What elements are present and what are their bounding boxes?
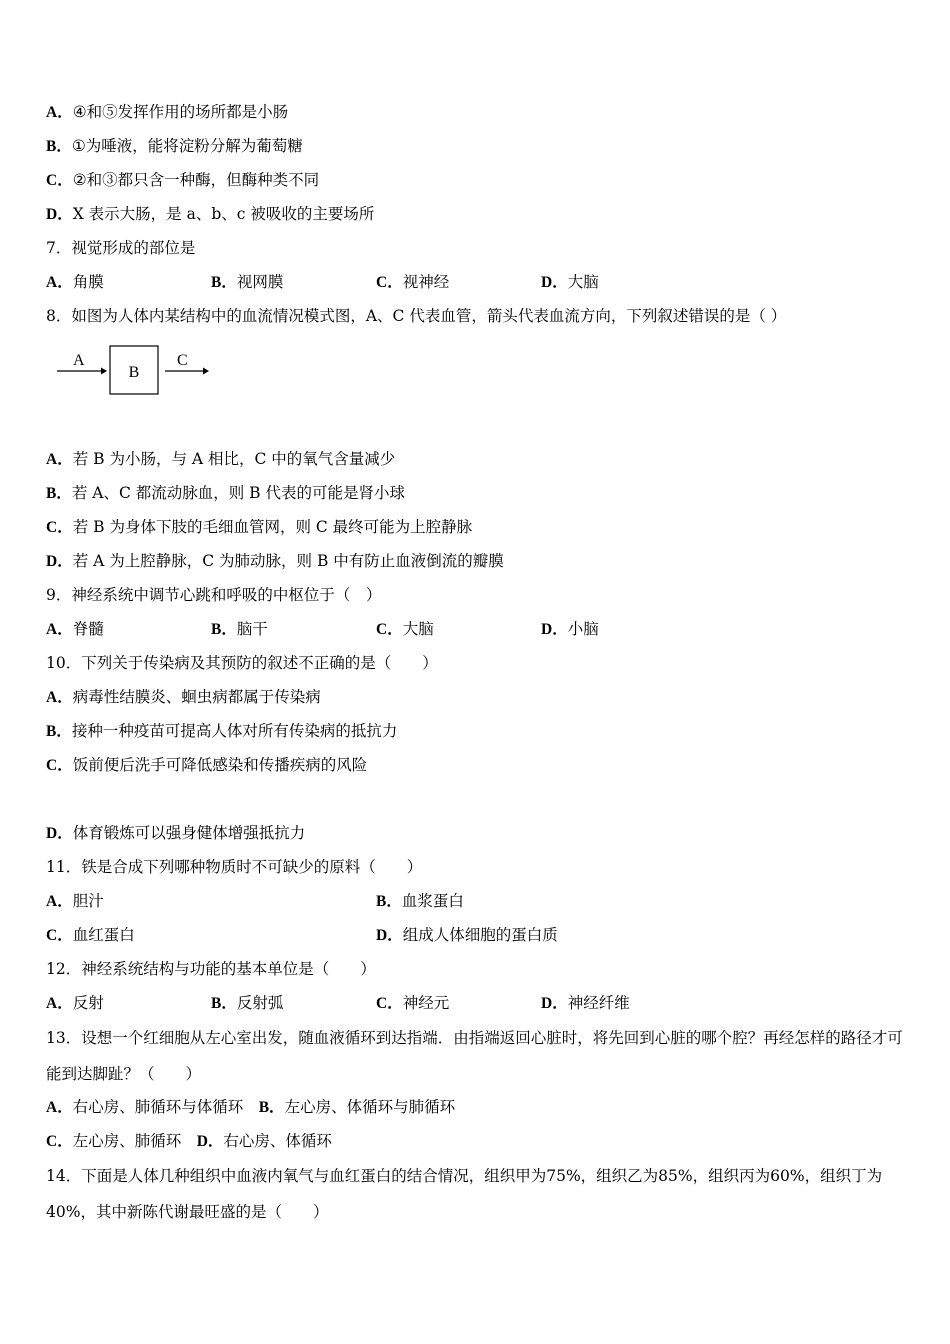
q13-stem: 13．设想一个红细胞从左心室出发，随血液循环到达指端．由指端返回心脏时，将先回到心脏的哪个腔？再经怎样的路径才可能到达脚趾？（ ） [46,1029,903,1083]
q9-option-a [46,619,211,640]
q12-option-c [376,993,541,1014]
option-label: C． [376,621,403,638]
q9-stem: 9．神经系统中调节心跳和呼吸的中枢位于（ ） [46,586,382,604]
q11-options-row1 [46,891,706,912]
option-label: D． [541,274,568,291]
option-text: 血浆蛋白 [401,892,464,910]
option-label: B． [46,138,72,155]
option-label: B． [211,274,237,291]
option-label: D． [46,825,73,842]
option-text: ④和⑤发挥作用的场所都是小肠 [72,103,289,121]
option-label: B． [211,995,237,1012]
option-text: 若 B 为身体下肢的毛细血管网，则 C 最终可能为上腔静脉 [72,518,473,536]
q7-option-a [46,272,211,293]
q11-option-d [376,925,706,946]
option-text: 视网膜 [236,273,284,291]
q13-options-row1 [46,1097,455,1118]
q9-option-c [376,619,541,640]
option-label: D． [541,995,568,1012]
q12-option-a [46,993,211,1014]
option-text: 左心房、体循环与肺循环 [284,1098,456,1116]
option-label: A． [46,621,73,638]
q12-options [46,993,706,1014]
q8-option-a [46,449,395,470]
option-text: 体育锻炼可以强身健体增强抵抗力 [72,824,306,842]
label-c: C [177,352,188,369]
q7-options [46,272,706,293]
option-label: B． [376,893,402,910]
outflow-arrowhead [203,368,209,375]
option-label: A． [46,1099,73,1116]
option-label: D． [541,621,568,638]
option-label: D． [376,927,403,944]
option-label: C． [46,519,73,536]
q13-options-row2 [46,1131,332,1152]
option-text: 饭前便后洗手可降低感染和传播疾病的风险 [72,756,368,774]
inflow-arrowhead [101,368,107,375]
blood-flow-diagram [55,343,225,398]
option-label: A． [46,995,73,1012]
q9-option-b [211,619,376,640]
q14-stem: 14．下面是人体几种组织中血液内氧气与血红蛋白的结合情况，组织甲为75%，组织乙为85%，组织丙为60%，组织丁为40%，其中新陈代谢最旺盛的是（ ） [46,1167,883,1221]
q12-option-b [211,993,376,1014]
option-text: 血红蛋白 [72,926,135,944]
option-text: 视神经 [402,273,450,291]
option-text: ①为唾液，能将淀粉分解为葡萄糖 [71,137,303,155]
option-text: 反射弧 [236,994,284,1012]
option-label: C． [46,172,73,189]
option-text: 若 B 为小肠，与 A 相比，C 中的氧气含量减少 [72,450,396,468]
q10-option-d [46,823,305,844]
option-label: C． [46,927,73,944]
q8-option-c [46,517,472,538]
q12-option-d [541,993,706,1014]
option-label: D． [46,553,73,570]
option-label: A． [46,104,73,121]
option-label: C． [376,274,403,291]
option-label: A． [46,893,73,910]
option-text: 若 A、C 都流动脉血，则 B 代表的可能是肾小球 [71,484,405,502]
option-text: 接种一种疫苗可提高人体对所有传染病的抵抗力 [71,722,398,740]
option-label: C． [46,757,73,774]
q10-option-c [46,755,367,776]
label-b: B [128,364,140,381]
label-a: A [73,352,85,369]
option-label: B． [258,1099,285,1116]
option-text: 神经纤维 [567,994,630,1012]
option-label: D． [196,1133,224,1150]
q7-option-b [211,272,376,293]
option-text: 小脑 [567,620,599,638]
q10-stem: 10．下列关于传染病及其预防的叙述不正确的是（ ） [46,654,438,672]
q10-option-b [46,721,397,742]
option-text: 右心房、体循环 [223,1132,332,1150]
q8-option-d [46,551,504,572]
q6-option-d [46,204,374,225]
q12-stem: 12．神经系统结构与功能的基本单位是（ ） [46,960,376,978]
option-label: A． [46,274,73,291]
q10-option-a [46,687,321,708]
option-label: A． [46,451,73,468]
q11-option-c [46,925,376,946]
option-text: 脊髓 [72,620,104,638]
option-text: 大脑 [402,620,434,638]
option-text: 反射 [72,994,104,1012]
q11-options-row2 [46,925,706,946]
option-label: D． [46,206,73,223]
q8-stem: 8．如图为人体内某结构中的血流情况模式图，A、C 代表血管，箭头代表血流方向，下列叙述错误的是（ ） [46,307,787,325]
q9-options [46,619,706,640]
option-text: 大脑 [567,273,599,291]
option-text: X 表示大肠，是 a、b、c 被吸收的主要场所 [72,205,375,223]
option-text: 病毒性结膜炎、蛔虫病都属于传染病 [72,688,321,706]
option-label: B． [46,485,72,502]
q8-option-b [46,483,405,504]
option-text: ②和③都只含一种酶，但酶种类不同 [72,171,320,189]
q7-option-c [376,272,541,293]
option-text: 胆汁 [72,892,104,910]
option-text: 若 A 为上腔静脉，C 为肺动脉，则 B 中有防止血液倒流的瓣膜 [72,552,504,570]
option-text: 神经元 [402,994,450,1012]
option-text: 左心房、肺循环 [72,1132,197,1150]
option-label: C． [376,995,403,1012]
q11-option-a [46,891,376,912]
q9-option-d [541,619,706,640]
option-text: 角膜 [72,273,104,291]
q7-stem: 7．视觉形成的部位是 [46,239,196,257]
q7-option-d [541,272,706,293]
option-text: 组成人体细胞的蛋白质 [402,926,558,944]
option-label: C． [46,1133,73,1150]
q6-option-c [46,170,319,191]
option-text: 右心房、肺循环与体循环 [72,1098,259,1116]
option-label: B． [211,621,237,638]
option-text: 脑干 [236,620,268,638]
q11-stem: 11．铁是合成下列哪种物质时不可缺少的原料（ ） [46,858,423,876]
q6-option-b [46,136,303,157]
option-label: B． [46,723,72,740]
option-label: A． [46,689,73,706]
q11-option-b [376,891,706,912]
q6-option-a [46,102,288,123]
